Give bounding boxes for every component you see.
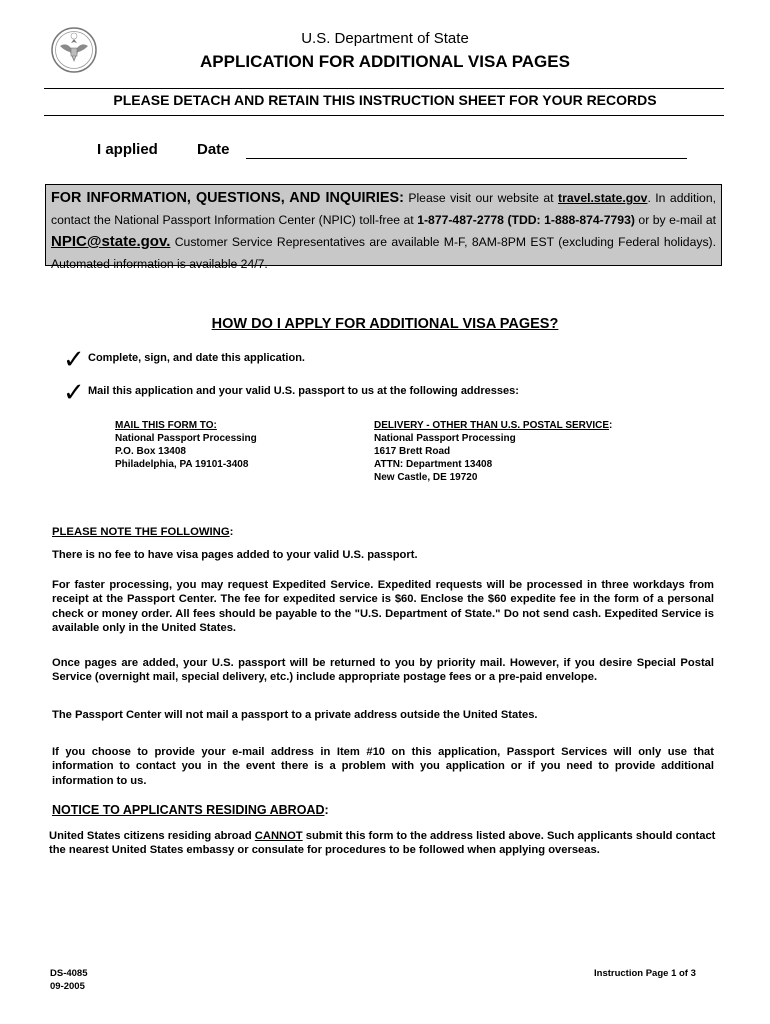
mail-address xyxy=(115,419,257,471)
info-box: FOR INFORMATION, QUESTIONS, AND INQUIRIES: Please visit our website at travel.state.gov. In addition, contact the National Passport Information Center (NPIC) toll-free at 1-877-487-2778 (TDD: 1-888-874-7793) or by e-mail at NPIC@state.gov. Customer Service Representatives are available M-F, 8AM-8PM EST (excluding Federal holidays). Automated information is available 24/7. xyxy=(45,184,722,266)
department-name: U.S. Department of State xyxy=(301,30,469,47)
step-item: Mail this application and your valid U.S. passport to us at the following addresses: xyxy=(88,385,519,397)
note-paragraph: There is no fee to have visa pages added to your valid U.S. passport. xyxy=(52,549,418,561)
step-item: Complete, sign, and date this application. xyxy=(88,352,305,364)
divider xyxy=(44,88,724,89)
delivery-address-heading: DELIVERY - OTHER THAN U.S. POSTAL SERVICE xyxy=(374,420,610,431)
address-line: ATTN: Department 13408 xyxy=(374,459,493,470)
email-link[interactable]: NPIC@state.gov. xyxy=(51,233,171,250)
address-line: 1617 Brett Road xyxy=(374,446,451,457)
abroad-heading: NOTICE TO APPLICANTS RESIDING ABROAD: xyxy=(52,803,329,817)
website-link[interactable]: travel.state.gov xyxy=(558,191,648,205)
mail-address-heading: MAIL THIS FORM TO: xyxy=(115,420,217,431)
address-line: Philadelphia, PA 19101-3408 xyxy=(115,459,249,470)
date-label: Date xyxy=(197,141,230,158)
divider xyxy=(44,115,724,116)
note-paragraph: The Passport Center will not mail a passport to a private address outside the United States. xyxy=(52,709,538,721)
address-line: National Passport Processing xyxy=(115,433,257,444)
date-field[interactable] xyxy=(246,158,687,159)
note-paragraph: For faster processing, you may request Expedited Service. Expedited requests will be processed in three workdays from receipt at the Passport Center. The fee for expedited service is $60. Enclose the $60 expedite fee in the form of a personal check or money order. All fees should be payable to the "U.S. Department of State." Do not send cash. Expedited Service is available only in the United States. xyxy=(52,579,714,634)
address-line: P.O. Box 13408 xyxy=(115,446,186,457)
phone-number: 1-877-487-2778 (TDD: 1-888-874-7793) xyxy=(417,213,635,227)
abroad-notice: United States citizens residing abroad CANNOT submit this form to the address listed above. Such applicants should contact the nearest United States embassy or consulate for procedures to be followed when applying overseas. xyxy=(49,830,716,856)
notes-heading: PLEASE NOTE THE FOLLOWING: xyxy=(52,526,234,538)
note-paragraph: Once pages are added, your U.S. passport will be returned to you by priority mail. However, if you desire Special Postal Service (overnight mail, special delivery, etc.) include appropriate postage fees or a pre-paid envelope. xyxy=(52,657,714,684)
cannot-emphasis: CANNOT xyxy=(254,830,303,842)
form-date: 09-2005 xyxy=(50,981,85,992)
info-heading: FOR INFORMATION, QUESTIONS, AND INQUIRIES: xyxy=(51,190,404,206)
address-line: New Castle, DE 19720 xyxy=(374,472,478,483)
delivery-address: DELIVERY - OTHER THAN U.S. POSTAL SERVICE: National Passport Processing 1617 Brett Road ATTN: Department 13408 New Castle, DE 19720 xyxy=(374,420,613,483)
checkmark-icon: ✓ xyxy=(63,377,85,407)
page-title: APPLICATION FOR ADDITIONAL VISA PAGES xyxy=(200,52,570,71)
detach-notice: PLEASE DETACH AND RETAIN THIS INSTRUCTION SHEET FOR YOUR RECORDS xyxy=(113,92,657,108)
applied-label: I applied xyxy=(97,141,158,158)
address-line: National Passport Processing xyxy=(374,433,516,444)
note-paragraph: If you choose to provide your e-mail address in Item #10 on this application, Passport Services will only use that information to contact you in the event there is a problem with you application or if you need to provide additional information to us. xyxy=(52,746,714,787)
page-number: Instruction Page 1 of 3 xyxy=(594,968,696,979)
howto-heading: HOW DO I APPLY FOR ADDITIONAL VISA PAGES? xyxy=(211,316,559,332)
form-number: DS-4085 09-2005 xyxy=(50,968,88,992)
checkmark-icon: ✓ xyxy=(63,344,85,374)
